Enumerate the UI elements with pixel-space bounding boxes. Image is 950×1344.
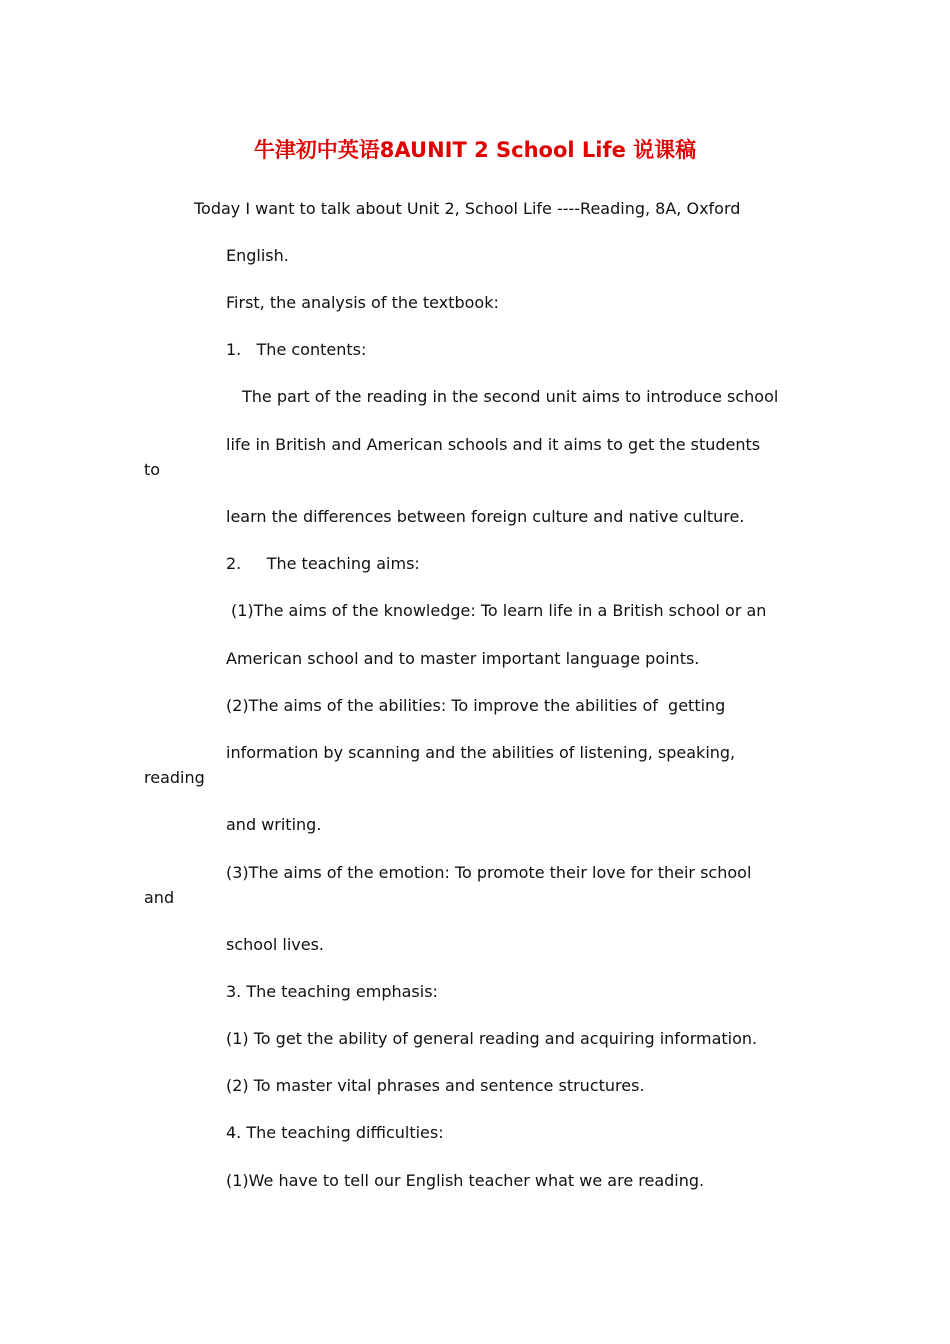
paragraph-line: life in British and American schools and it aims to get the students [226, 435, 761, 454]
section-heading: 3. The teaching emphasis: [226, 982, 438, 1001]
section-heading: First, the analysis of the textbook: [226, 293, 499, 312]
document-title: 牛津初中英语8AUNIT 2 School Life 说课稿 [253, 138, 697, 162]
paragraph-line: (2)The aims of the abilities: To improve the abilities of getting [226, 696, 726, 715]
paragraph-line: and [144, 888, 175, 907]
section-heading: 1. The contents: [226, 340, 367, 359]
paragraph-line: school lives. [226, 935, 325, 954]
paragraph-line: (3)The aims of the emotion: To promote their love for their school [226, 863, 752, 882]
paragraph-line: (2) To master vital phrases and sentence structures. [226, 1076, 645, 1095]
section-heading: 2. The teaching aims: [226, 554, 420, 573]
paragraph-line: American school and to master important language points. [226, 649, 700, 668]
paragraph-line: (1)We have to tell our English teacher what we are reading. [226, 1171, 705, 1190]
paragraph-line: English. [226, 246, 289, 265]
paragraph-line: The part of the reading in the second unit aims to introduce school [242, 387, 779, 406]
paragraph-line: reading [144, 768, 205, 787]
paragraph-line: learn the differences between foreign culture and native culture. [226, 507, 745, 526]
paragraph-line: (1)The aims of the knowledge: To learn life in a British school or an [231, 601, 767, 620]
section-heading: 4. The teaching difficulties: [226, 1123, 444, 1142]
paragraph-line: to [144, 460, 161, 479]
paragraph-line: information by scanning and the abilities of listening, speaking, [226, 743, 736, 762]
paragraph-line: Today I want to talk about Unit 2, School Life ----Reading, 8A, Oxford [194, 199, 741, 218]
paragraph-line: (1) To get the ability of general reading and acquiring information. [226, 1029, 758, 1048]
paragraph-line: and writing. [226, 815, 322, 834]
